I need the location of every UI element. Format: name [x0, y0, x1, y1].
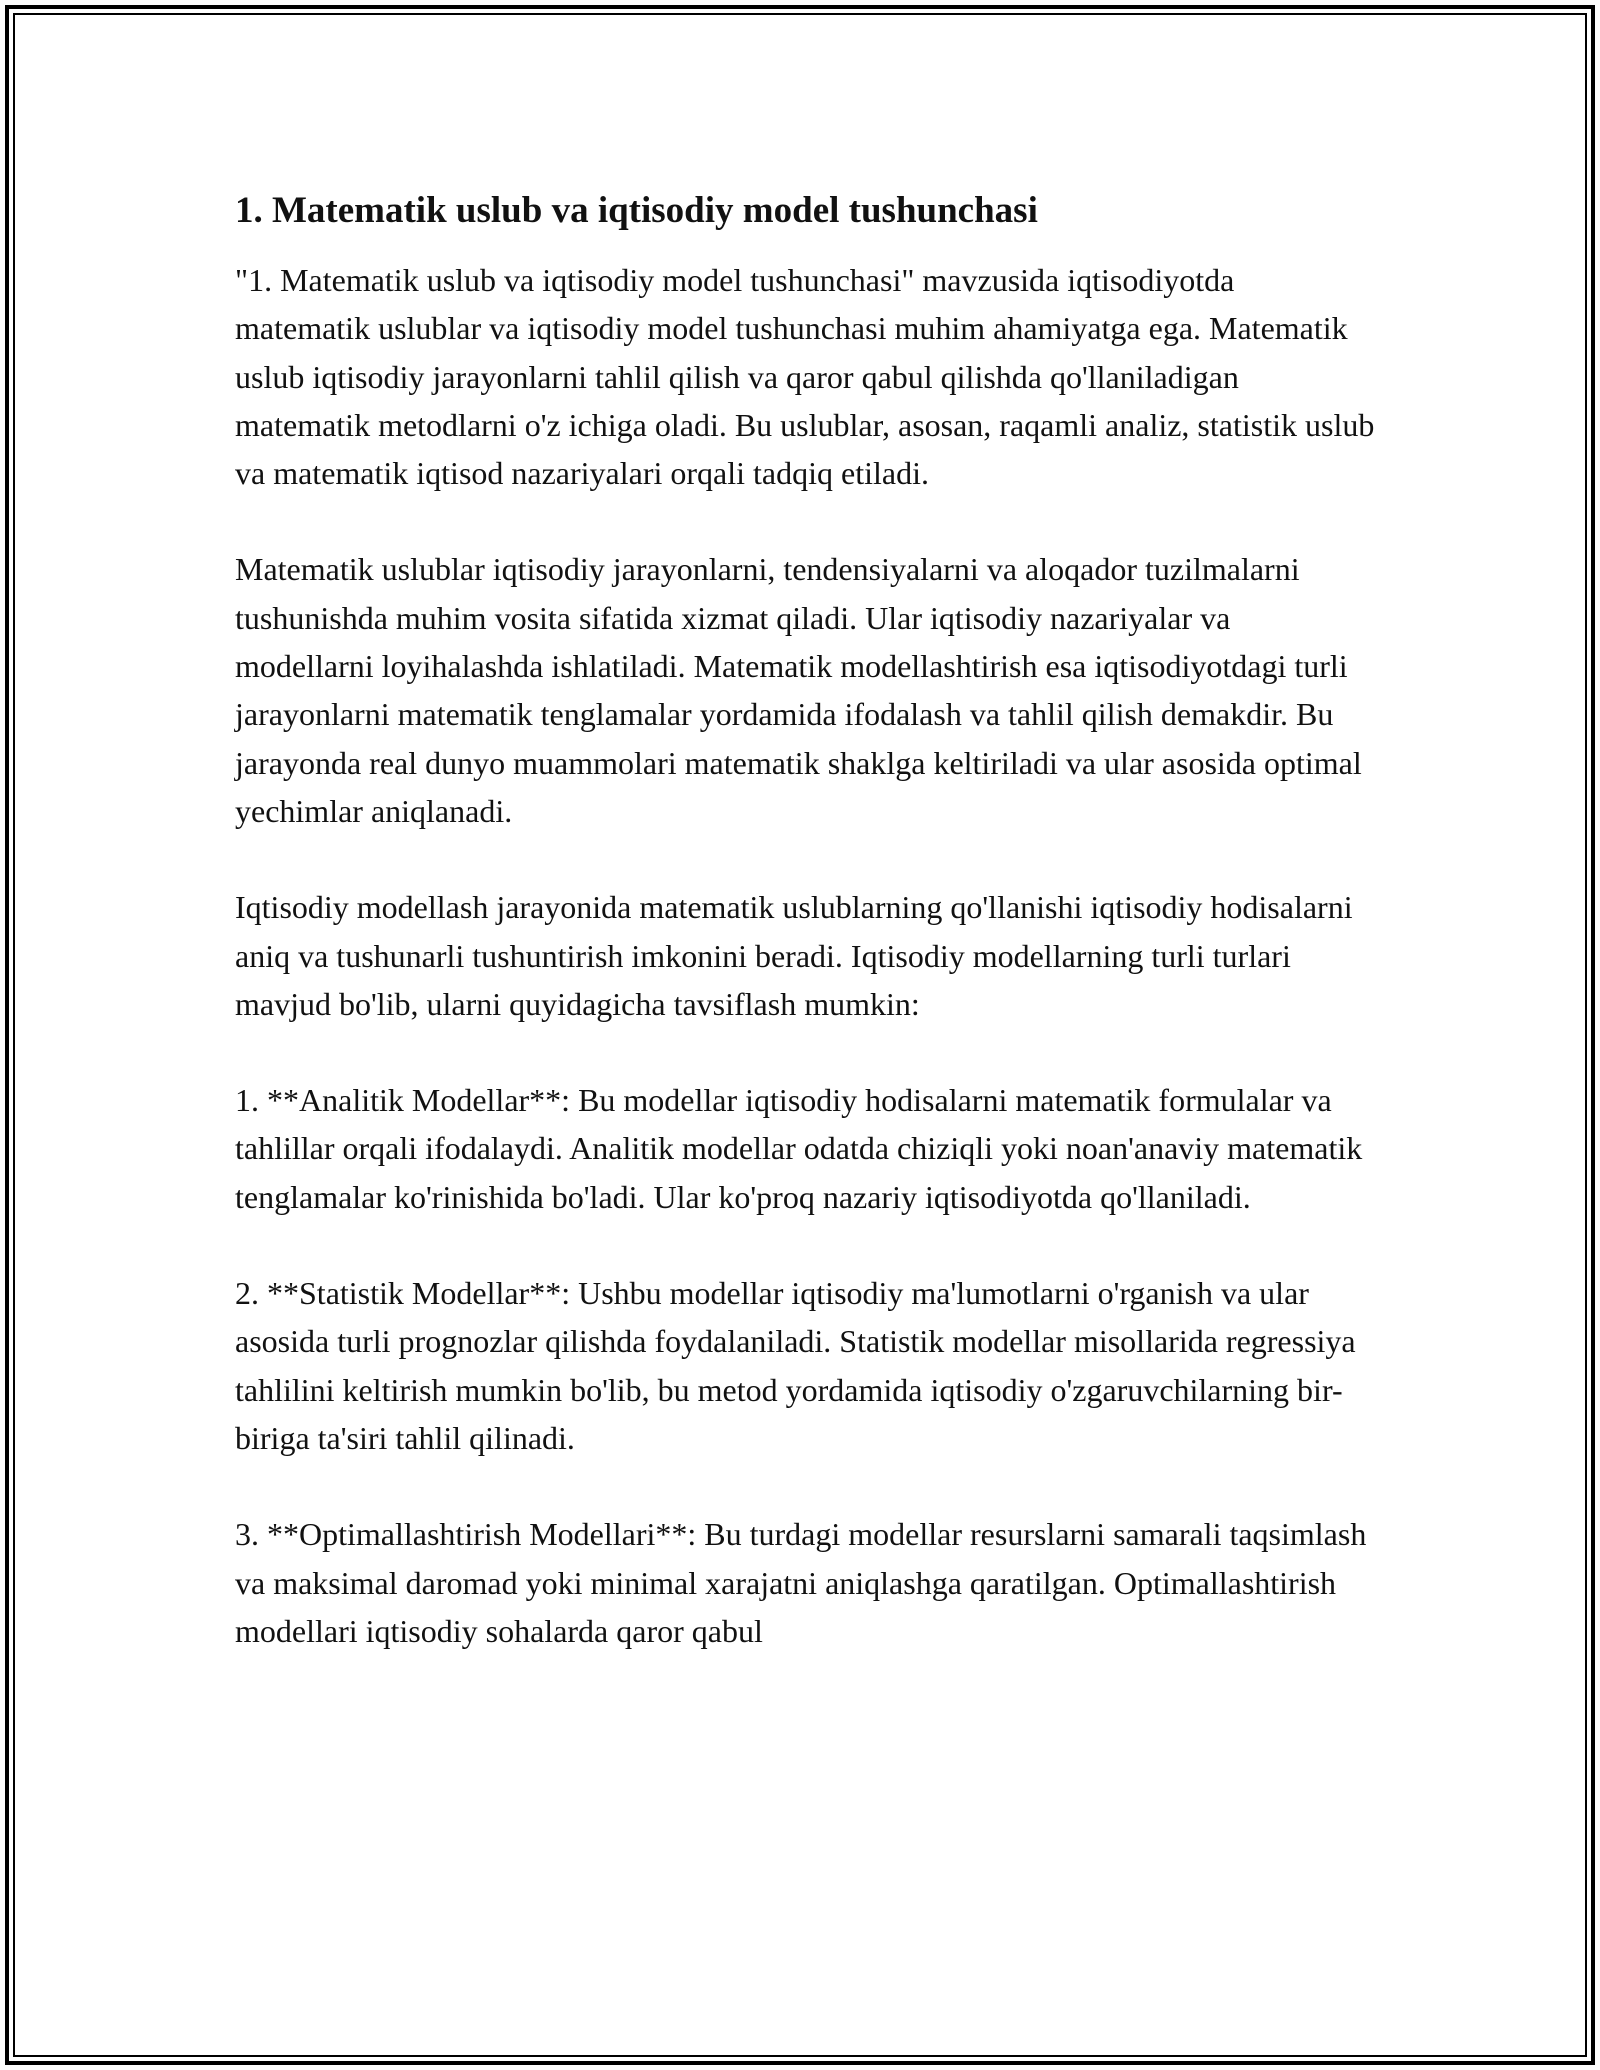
paragraph-methods: Matematik uslublar iqtisodiy jarayonlarni, tendensiyalarni va aloqador tuzilmalarni tushunishda muhim vosita sifatida xizmat qiladi. Ular iqtisodiy nazariyalar va modellarni loyihalashda ishlatiladi. Matematik modellashtirish esa iqtisodiyotdagi turli jarayonlarni matematik tenglamalar yordamida ifodalash va tahlil qilish demakdir. Bu jarayonda real dunyo muammolari matematik shaklga keltiriladi va ular asosida optimal yechimlar aniqlanadi.: [235, 551, 1362, 829]
section-heading: 1. Matematik uslub va iqtisodiy model tushunchasi: [235, 190, 1038, 231]
paragraph-intro: "1. Matematik uslub va iqtisodiy model tushunchasi" mavzusida iqtisodiyotda matematik uslublar va iqtisodiy model tushunchasi muhim ahamiyatga ega. Matematik uslub iqtisodiy jarayonlarni tahlil qilish va qaror qabul qilishda qo'llaniladigan matematik metodlarni o'z ichiga oladi. Bu uslublar, asosan, raqamli analiz, statistik uslub va matematik iqtisod nazariyalari orqali tadqiq etiladi.: [235, 262, 1375, 492]
list-item-analytic-models: 1. **Analitik Modellar**: Bu modellar iqtisodiy hodisalarni matematik formulalar va tahlillar orqali ifodalaydi. Analitik modellar odatda chiziqli yoki noan'anaviy matematik tenglamalar ko'rinishida bo'ladi. Ular ko'proq nazariy iqtisodiyotda qo'llaniladi.: [235, 1082, 1363, 1215]
paragraph-model-types: Iqtisodiy modellash jarayonida matematik uslublarning qo'llanishi iqtisodiy hodisalarni aniq va tushunarli tushuntirish imkonini beradi. Iqtisodiy modellarning turli turlari mavjud bo'lib, ularni quyidagicha tavsiflash mumkin:: [235, 889, 1353, 1022]
document-body: [235, 186, 1375, 1703]
list-item-statistical-models: 2. **Statistik Modellar**: Ushbu modellar iqtisodiy ma'lumotlarni o'rganish va ular asosida turli prognozlar qilishda foydalaniladi. Statistik modellar misollarida regressiya tahlilini keltirish mumkin bo'lib, bu metod yordamida iqtisodiy o'zgaruvchilarning bir-biriga ta'siri tahlil qilinadi.: [235, 1275, 1356, 1456]
list-item-optimization-models: 3. **Optimallashtirish Modellari**: Bu turdagi modellar resurslarni samarali taqsimlash va maksimal daromad yoki minimal xarajatni aniqlashga qaratilgan. Optimallashtirish modellari iqtisodiy sohalarda qaror qabul: [235, 1516, 1367, 1649]
